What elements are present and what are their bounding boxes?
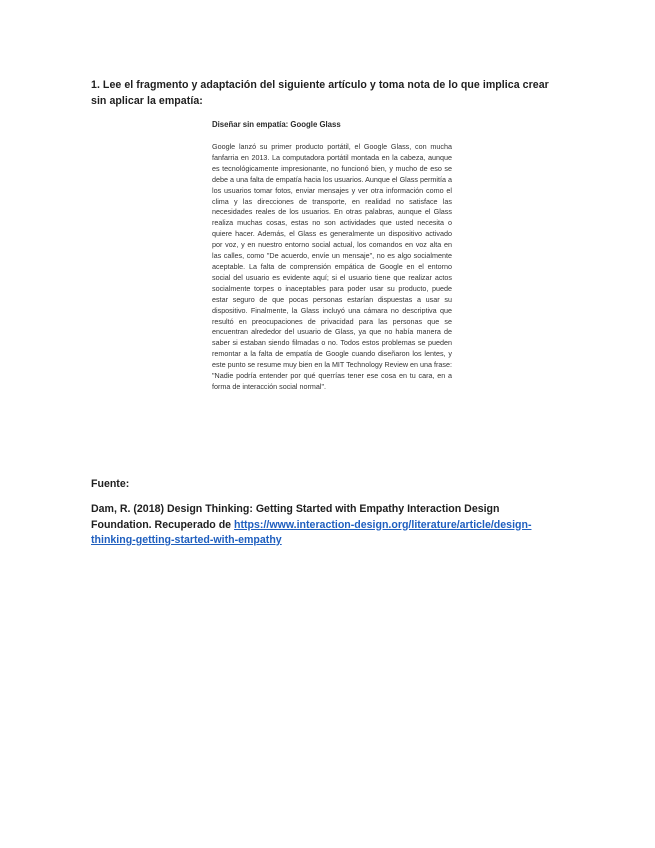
citation-link[interactable]: https://www.interaction-design.org/literature/article/design-thinking-getting-started-with-empathy bbox=[91, 518, 532, 546]
instruction-text: 1. Lee el fragmento y adaptación del siguiente artículo y toma nota de lo que implica crear sin aplicar la empatía: bbox=[91, 79, 549, 107]
citation bbox=[91, 502, 561, 549]
excerpt-title: Diseñar sin empatía: Google Glass bbox=[212, 120, 341, 129]
source-label: Fuente: bbox=[91, 478, 130, 490]
article-excerpt-image bbox=[205, 115, 457, 477]
citation-text: Dam, R. (2018) Design Thinking: Getting Started with Empathy Interaction Design Foundation. Recuperado de bbox=[91, 503, 500, 531]
excerpt-body: Google lanzó su primer producto portátil, el Google Glass, con mucha fanfarria en 2013. La computadora portátil montada en la cabeza, aunque es tecnológicamente impresionante, no funcionó bien, y mucho de eso se debe a una falta de empatía hacia los usuarios. Aunque el Glass permitía a los usuarios tomar fotos, enviar mensajes y ver otra información como el clima y las direcciones de transporte, en realidad no satisface las necesidades reales de los usuarios. En otras palabras, aunque el Glass realiza muchas cosas, estas no son actividades que usted necesita o quiere hacer. Además, el Glass es generalmente un dispositivo activado por voz, y en nuestro entorno social actual, los comandos en voz alta en las calles, como "De acuerdo, envíe un mensaje", no es algo socialmente aceptable. La falta de comprensión empática de Google en el entorno social del usuario es evidente aquí; si el usuario tiene que realizar actos socialmente torpes o inaceptables para poder usar su producto, puede estar seguro de que pocas personas estarían dispuestas a usar su dispositivo. Finalmente, la Glass incluyó una cámara no descriptiva que resultó en preocupaciones de privacidad para las personas que se encuentran alrededor del usuario de Glass, ya que no había manera de saber si estaban siendo filmadas o no. Todos estos problemas se pueden remontar a la falta de empatía de Google cuando diseñaron los lentes, y este punto se resume muy bien en la MIT Technology Review en una frase: "Nadie podría entender por qué querrías tener ese cosa en tu cara, en a forma de interacción social normal". bbox=[212, 142, 452, 391]
